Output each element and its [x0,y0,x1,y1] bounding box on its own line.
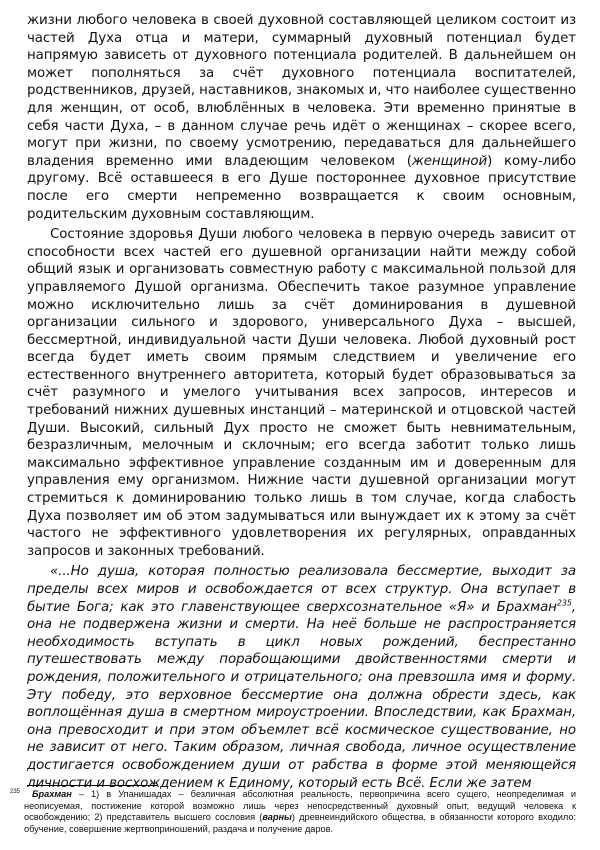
footnote-number: 235 [10,789,21,795]
paragraph-1 [27,12,576,223]
paragraph-1-emphasis: женщиной [411,153,488,169]
paragraph-1-end: ) кому-либо другому. Всё оставшееся в его Душе постороннее духовное присутствие после его смерти непременно возвращается к своим основным, родительским духовным составляющим. [27,153,576,222]
quote-text-start: «...Но душа, которая полностью реализовала бессмертие, выходит за пределы всех миров и освобождается от всех структур. Она вступает в бытие Бога; как это главенствующее сверхсознательное «Я» и Брахман [27,564,576,615]
footnote-reference[interactable]: 235 [556,598,572,608]
quote-paragraph [27,563,576,792]
footnote-term: Брахман [32,789,72,799]
footnote-divider [27,785,157,786]
paragraph-2: Состояние здоровья Души любого человека в первую очередь зависит от способности всех частей его душевной организации найти между собой общий язык и организовать совместную работу с максимальной пользой для управляемого Душой организма. Обеспечить такое разумное управление можно исключительно лишь за счёт доминирования в душевной организации сильного и здорового, универсального Духа – высшей, бессмертной, индивидуальной части Души человека. Любой духовный рост всегда будет иметь своим прямым следствием и увеличение его естественного внутреннего авторитета, который будет образовываться за счёт разумного и умелого учитывания всех запросов, интересов и требований нижних душевных инстанций – материнской и отцовской частей Души. Высокий, сильный Дух просто не сможет быть невнимательным, безразличным, мелочным и склочным; его всегда заботит только лишь максимально эффективное управление созданным им и доверенным для управления ему организмом. Нижние части душевной организации могут стремиться к доминированию только лишь в том случае, когда слабость Духа позволяет им об этом задумываться или вынуждает их к этому за счёт частого не эффективного удовлетворения их регулярных, оправданных запросов и законных требований. [27,227,576,559]
footnote [10,789,576,835]
paragraph-1-text: жизни любого человека в своей духовной составляющей целиком состоит из частей Духа отца и матери, суммарный духовный потенциал будет напрямую зависеть от духовного потенциала родителей. В дальнейшем он может пополняться за счёт духовного потенциала воспитателей, родственников, друзей, наставников, знакомых и, что наиболее существенно для женщин, от особ, влюблённых в человека. Эти временно принятые в себя части Духа, – в данном случае речь идёт о женщинах – скорее всего, могут при жизни, по своему усмотрению, передаваться для дальнейшего владения временно ими владеющим человеком ( [27,13,576,169]
footnote-body [24,789,576,835]
footnote-term-2: варны [262,812,292,823]
quote-text-end: , она не подвержена жизни и смерти. На неё больше не распространяется необходимость вступать в цикл новых рождений, беспрестанно путешествовать между порабощающими двойственностями смерти и рождения, положительного и отрицательного; она превзошла имя и форму. Эту победу, это верховное бессмертие она должна обрести здесь, как воплощённая душа в смертном мироустроении. Впоследствии, как Брахман, она превосходит и при этом объемлет всё космическое существование, но не зависит от него. Таким образом, личная свобода, личное осуществление достигается освобождением души от рабства в форме этой меняющейся личности и восхождением к Единому, который есть Всё. Если же затем [27,599,576,791]
footnote-text-end: ) древнеиндийского общества, в обязанности которого входило: обучение, совершение жертвоприношений, раздача и получение даров. [24,812,576,834]
footnote-text-start: – 1) в Упанишадах – безличная абсолютная реальность, первопричина всего сущего, неопределимая и неописуемая, постижение которой возможно лишь через непосредственный духовный опыт, ведущий человека к освобождению; 2) представитель высшего сословия ( [24,789,576,823]
